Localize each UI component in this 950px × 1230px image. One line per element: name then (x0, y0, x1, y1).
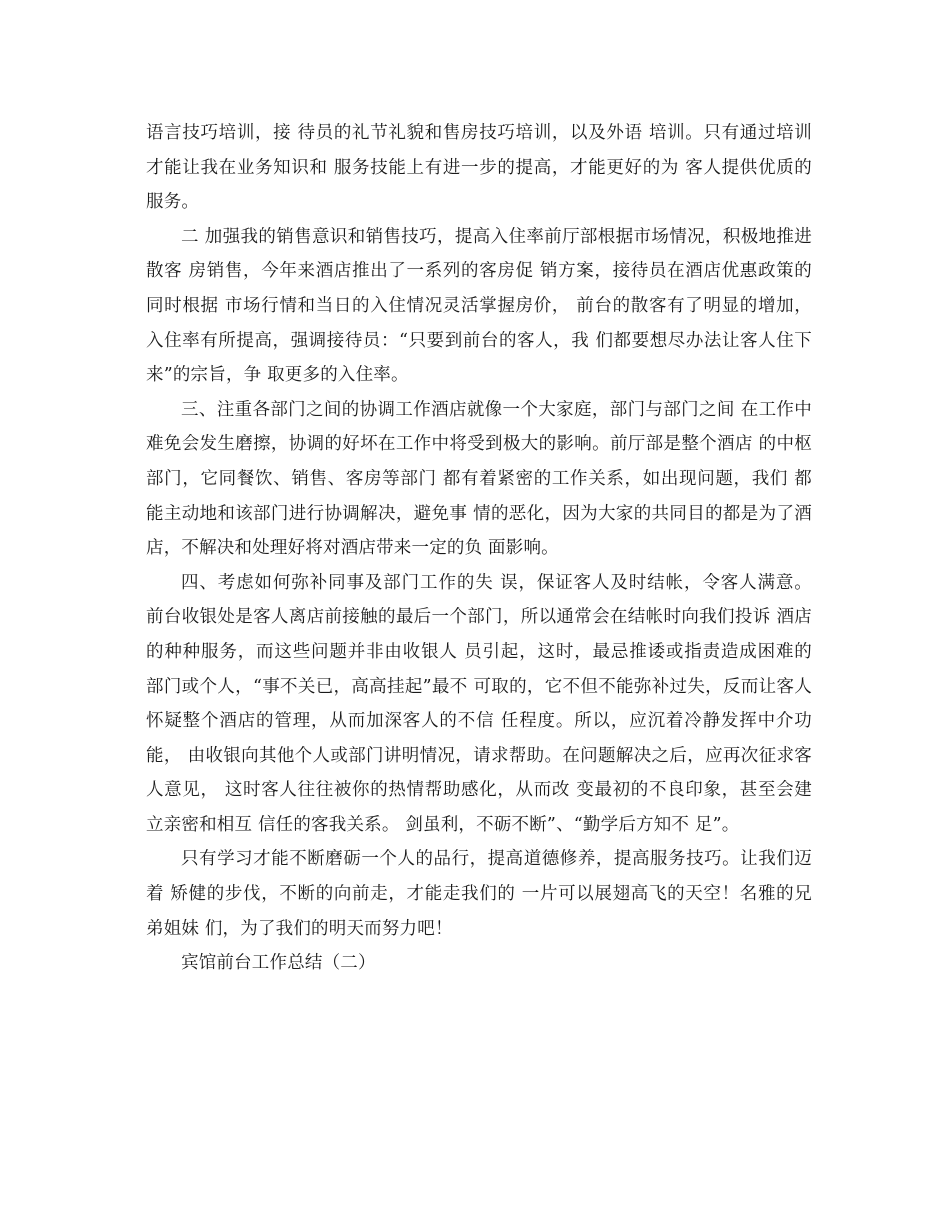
paragraph-4: 四、考虑如何弥补同事及部门工作的失 误，保证客人及时结帐，令客人满意。 前台收银处是客人离店前接触的最后一个部门，所以通常会在结帐时向我们投诉 酒店的种种服务，而这些问题并非由收银人 员引起，这时，最忌推诿或指责造成困难的 部门或个人，“事不关已，高高挂起”最不 可取的，它不但不能弥补过失，反而让客人 怀疑整个酒店的管理，从而加深客人的不信 任程度。所以，应沉着冷静发挥中介功能， 由收银向其他个人或部门讲明情况，请求帮助。在问题解决之后，应再次征求客人意见， 这时客人往往被你的热情帮助感化，从而改 变最初的不良印象，甚至会建立亲密和相互 信任的客我关系。 剑虽利，不砺不断”、“勤学后方知不 足”。 (146, 572, 812, 835)
paragraph-1: 语言技巧培训，接 待员的礼节礼貌和售房技巧培训，以及外语 培训。只有通过培训才能让我在业务知识和 服务技能上有进一步的提高，才能更好的为 客人提供优质的服务。 (146, 123, 812, 213)
paragraph-3: 三、注重各部门之间的协调工作酒店就像一个大家庭，部门与部门之间 在工作中难免会发生磨擦，协调的好坏在工作中将受到极大的影响。前厅部是整个酒店 的中枢部门，它同餐饮、销售、客房等部门 都有着紧密的工作关系，如出现问题，我们 都能主动地和该部门进行协调解决，避免事 情的恶化，因为大家的共同目的都是为了酒 店，不解决和处理好将对酒店带来一定的负 面影响。 (146, 399, 812, 559)
document-body (146, 116, 812, 981)
paragraph-5: 只有学习才能不断磨砺一个人的品行，提高道德修养，提高服务技巧。让我们迈着 矫健的步伐，不断的向前走，才能走我们的 一片可以展翅高飞的天空！名雅的兄弟姐妹 们，为了我们的明天而努力吧！ (146, 849, 812, 939)
paragraph-2: 二 加强我的销售意识和销售技巧，提高入住率前厅部根据市场情况，积极地推进散客 房销售，今年来酒店推出了一系列的客房促 销方案，接待员在酒店优惠政策的同时根据 市场行情和当日的入住情况灵活掌握房价， 前台的散客有了明显的增加，入住率有所提高，强调接待员：“只要到前台的客人，我 们都要想尽办法让客人住下来”的宗旨，争 取更多的入住率。 (146, 226, 812, 386)
section-heading: 宾馆前台工作总结（二） (181, 953, 376, 974)
